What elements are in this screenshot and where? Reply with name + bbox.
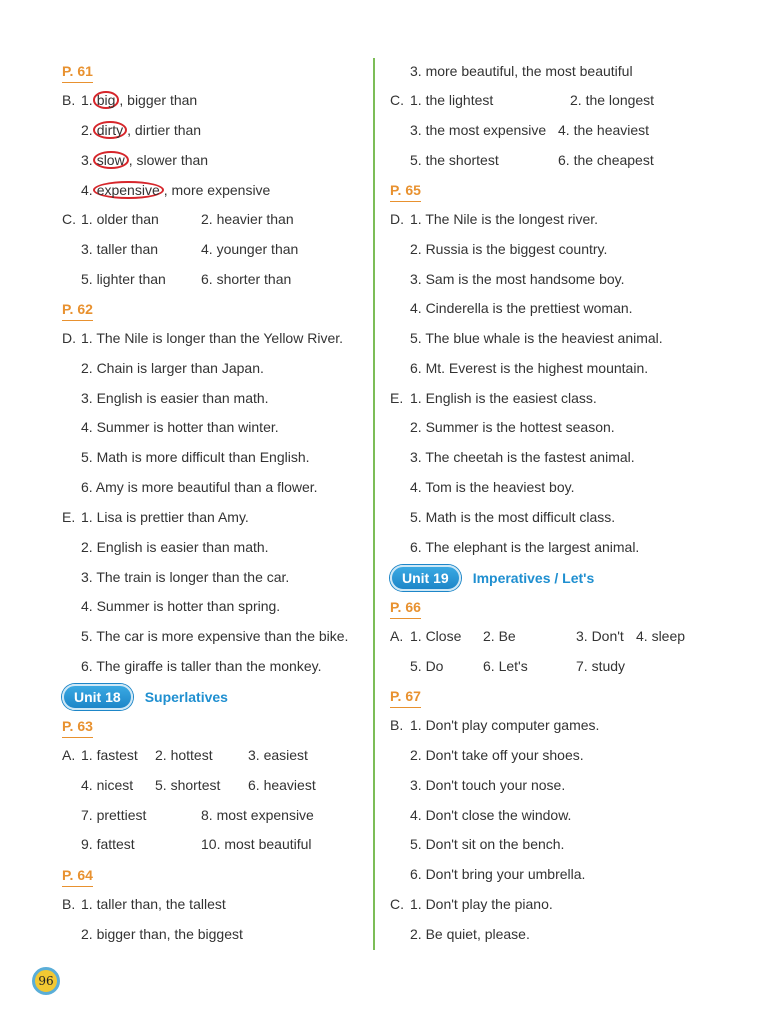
page-heading-63: P. 63 [62, 717, 93, 738]
page-heading-65: P. 65 [390, 181, 421, 202]
unit-18-header [62, 684, 228, 710]
circled-word: expensive [93, 181, 164, 199]
unit-title: Superlatives [144, 689, 228, 705]
circled-word: dirty [93, 121, 127, 139]
page-heading-67: P. 67 [390, 687, 421, 708]
page-heading-64: P. 64 [62, 866, 93, 887]
circled-word: slow [93, 151, 129, 169]
unit-title: Imperatives / Let's [472, 570, 595, 586]
page-heading-62: P. 62 [62, 300, 93, 321]
page-number: 96 [32, 967, 60, 995]
column-divider [373, 58, 375, 950]
unit-badge: Unit 18 [62, 684, 133, 710]
page-heading-61: P. 61 [62, 62, 93, 83]
page-heading-66: P. 66 [390, 598, 421, 619]
unit-badge: Unit 19 [390, 565, 461, 591]
unit-19-header [390, 565, 594, 591]
circled-word: big [93, 91, 120, 109]
